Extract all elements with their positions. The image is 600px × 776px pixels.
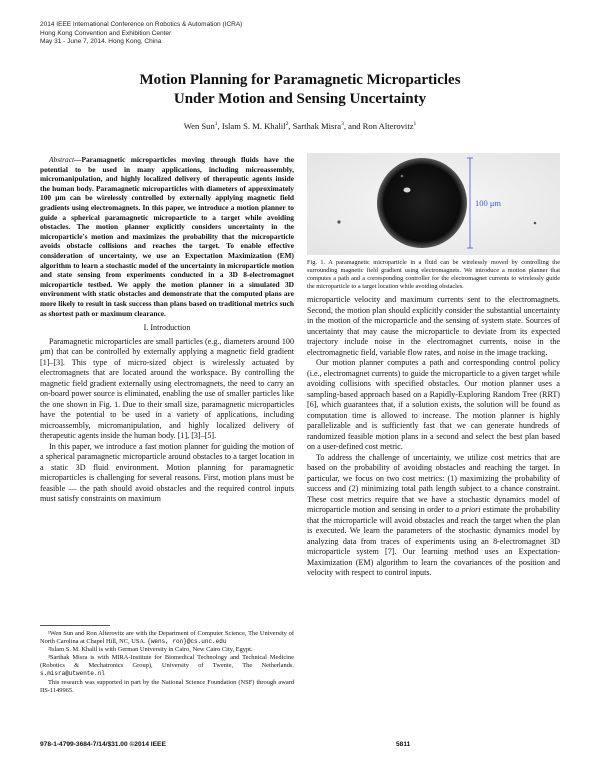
footnote: ²Islam S. M. Khalil is with German University in Cairo, New Cairo City, Egypt. xyxy=(48,646,253,654)
debris-speck xyxy=(337,220,340,223)
author-name: , and Ron Alterovitz xyxy=(343,121,414,131)
page-number: 5811 xyxy=(396,741,411,748)
affiliation-mark: 1 xyxy=(413,121,417,128)
paragraph-text: To address the challenge of uncertainty, we utilize cost metrics that are based on the probability of avoiding obstacles and reaching the target. In particular, we focus on two cost metrics: (1) maximizing the probability of success and (2) minimizing total path length subject to a chance constraint. These cost metrics require that we have a stochastic dynamics model of microparticle motion and sensing in order to xyxy=(307,452,560,514)
section-heading: I. Introduction xyxy=(143,323,191,333)
isbn-footer: 978-1-4799-3684-7/14/$31.00 ©2014 IEEE xyxy=(40,741,166,748)
author-name: , Sarthak Misra xyxy=(288,121,342,131)
email-address: s.misra@utwente.nl xyxy=(40,670,105,678)
footnote-divider xyxy=(40,625,110,626)
abstract-body: Paramagnetic microparticles moving through fluids have the potential to be used in many applications, including microassembly, micromanipulation, and highly localized delivery of therapeutic agents inside the human body. Paramagnetic microparticles with diameters of approximately 100 μm can be wirelessly controlled by externally applying magnetic field gradients using electromagnets. In this paper, we introduce a motion planner to guide a spherical paramagnetic microparticle to a target while avoiding obstacles. The motion planner explicitly considers uncertainty in the microparticle's motion and maximizes the probability that the microparticle avoids obstacle collisions and reaches the target. To enable effective consideration of uncertainty, we use an Expectation Maximization (EM) algorithm to learn a stochastic model of the uncertainty in microparticle motion and state sensing from experiments conducted in a 3D 8-electromagnet microparticle testbed. We apply the motion planner in a simulated 3D environment with static obstacles and demonstrate that the computed plans are more likely to result in task success than plans based on traditional metrics such as shortest path or maximum clearance. xyxy=(40,155,294,318)
particle-highlight xyxy=(404,188,411,193)
footnote-text: ³Sarthak Misra is with MIRA-Institute for Biomedical Technology and Technical Medicine (Robotics & Mechatronics Group), University of Twente, The Netherlands. xyxy=(40,654,294,670)
footnotes xyxy=(40,630,294,695)
body-paragraph: Paramagnetic microparticles are small particles (e.g., diameters around 100 μm) that can be controlled by externally applying a magnetic field gradient [1]–[3]. This type of micro-sized object is wirelessly actuated by electromagnets that are located around the workspace. By controlling the magnetic field gradient externally using electromagnets, the need to carry an on-board power source is eliminated, enabling the use of smaller particles like the one shown in Fig. 1. Due to their small size, paramagnetic microparticles have the potential to be used in a variety of applications, including microassembly, micromanipulation, and highly localized delivery of therapeutic agents inside the human body. [1], [3]–[5]. xyxy=(40,336,294,441)
body-paragraph xyxy=(307,453,560,579)
left-column xyxy=(40,155,294,505)
conference-header xyxy=(40,21,400,47)
particle-highlight xyxy=(401,175,404,178)
author-name: Wen Sun xyxy=(183,121,215,131)
paragraph-text: estimate the probability that the microparticle will avoid obstacles and reach the target when the plan is executed. We learn the parameters of the stochastic dynamics model by analyzing data from traces of experiments using an 8-electromagnet 3D microparticle system [7]. Our learning method uses an Expectation-Maximization (EM) algorithm to learn the covariances of the position and velocity with respect to control inputs. xyxy=(307,505,560,577)
email-address: {wens, ron}@cs.unc.edu xyxy=(147,638,227,646)
abstract-dash: — xyxy=(74,155,82,164)
header-line: 2014 IEEE International Conference on Robotics & Automation (ICRA) xyxy=(40,21,243,28)
title-line-1: Motion Planning for Paramagnetic Microparticles xyxy=(139,72,461,88)
author-name: , Islam S. M. Khalil xyxy=(217,121,286,131)
footnote xyxy=(40,654,294,678)
affiliation-mark: 1 xyxy=(214,121,218,128)
microparticle xyxy=(377,158,467,248)
body-paragraph: Our motion planner computes a path and corresponding control policy (i.e., electromagnet currents) to guide the microparticle to a given target while avoiding collisions with specified obstacles. Our motion planner uses a sampling-based approach based on a Rapidly-Exploring Random Tree (RRT) [6], which guarantees that, if a solution exists, the solution will be found as computation time is allowed to increase. The motion planner is highly parallelizable and is sufficiently fast that we can generate hundreds of randomized feasible motion plans in a second and select the best plan based on a user-defined cost metric. xyxy=(307,358,560,451)
right-column xyxy=(307,295,560,579)
author-list xyxy=(0,121,600,131)
figure-microparticle xyxy=(307,153,560,255)
affiliation-mark: 3 xyxy=(341,121,344,128)
paper-title xyxy=(0,71,600,109)
footnote-text: ¹Wen Sun and Ron Alterovitz are with the Department of Computer Science, The University of North Carolina at Chapel Hill, NC, USA. xyxy=(40,630,294,646)
body-paragraph: microparticle velocity and maximum currents sent to the electromagnets. Second, the motion plan should explicitly consider the substantial uncertainty in the motion of the microparticle and the sensing of system state. Sources of uncertainty that may cause the microparticle to deviate from its expected trajectory include noise in the electromagnet currents, noise in the electromagnetic field, variable flow rates, and noise in the image tracking. xyxy=(307,295,560,357)
affiliation-mark: 2 xyxy=(285,121,289,128)
title-line-2: Under Motion and Sensing Uncertainty xyxy=(173,91,427,107)
scale-label: 100 μm xyxy=(475,198,502,208)
emphasis: a priori xyxy=(455,505,481,514)
footnote xyxy=(40,630,294,646)
header-line: May 31 - June 7, 2014. Hong Kong, China xyxy=(40,38,162,45)
body-paragraph: In this paper, we introduce a fast motion planner for guiding the motion of a spherical paramagnetic microparticle around obstacles to a target location in a static 3D fluid environment. Motion planning for paramagnetic microparticles is challenging for several reasons. First, motion plans must be feasible — the path should avoid obstacles and the required control inputs must satisfy constraints on maximum xyxy=(40,441,294,504)
figure-caption: Fig. 1. A paramagnetic microparticle in a fluid can be wirelessly moved by controlling the surrounding magnetic field gradient using electromagnets. We introduce a motion planner that computes a path and a corresponding controller for the electromagnet currents to wirelessly guide the microparticle to a target location while avoiding obstacles. xyxy=(307,259,560,290)
debris-speck xyxy=(534,222,537,225)
footnote: This research was supported in part by the National Science Foundation (NSF) through award IIS-1149965. xyxy=(40,678,294,694)
header-line: Hong Kong Convention and Exhibition Center xyxy=(40,29,172,37)
abstract-lead: Abstract xyxy=(49,155,75,164)
abstract xyxy=(40,155,294,318)
microparticle-image xyxy=(307,153,560,255)
